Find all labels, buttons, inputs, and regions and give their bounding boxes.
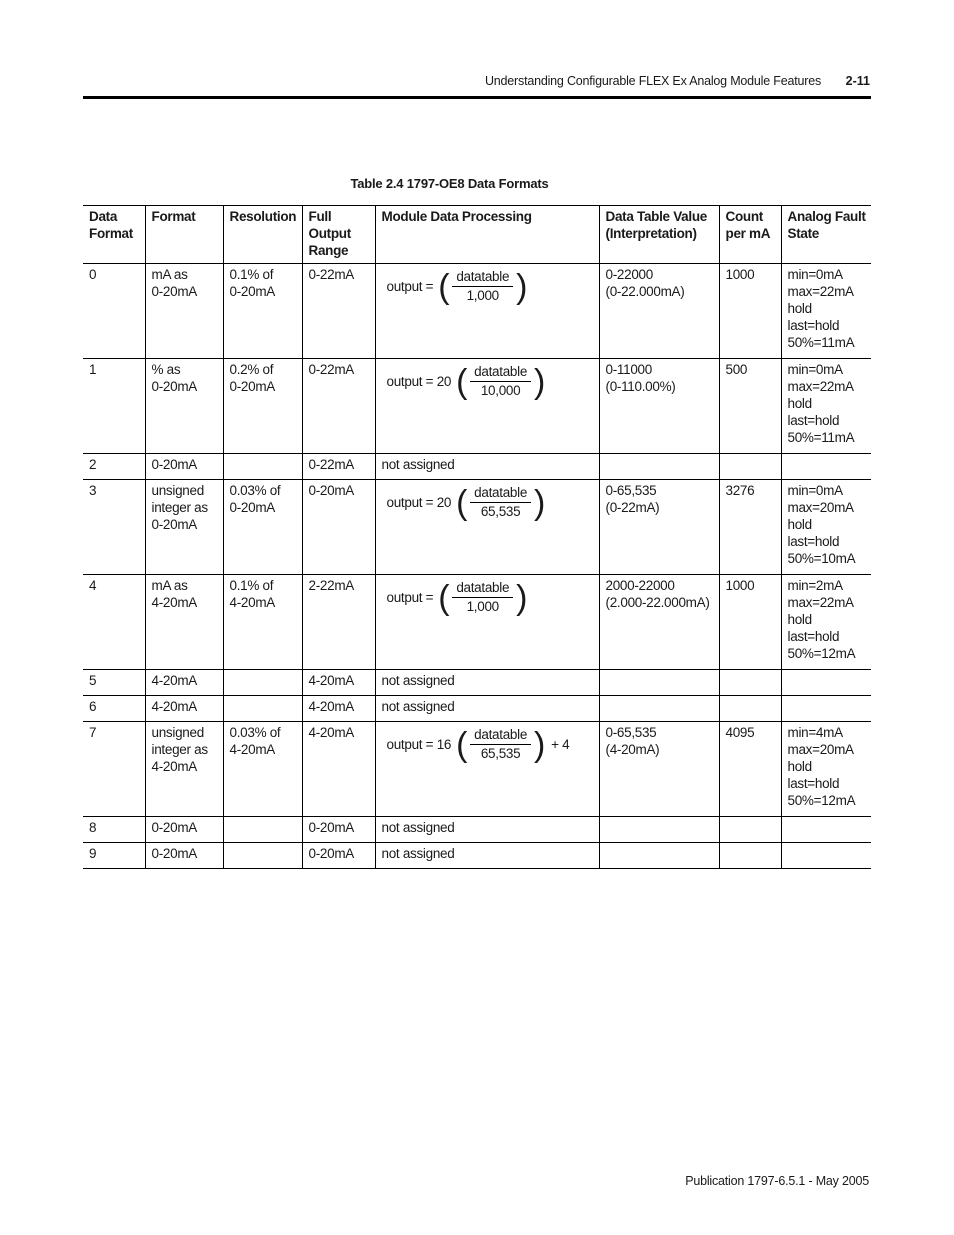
analog-fault-state-cell: min=0mA max=22mA hold last=hold 50%=11mA bbox=[781, 359, 871, 454]
full-output-range-cell: 2-22mA bbox=[302, 575, 375, 670]
analog-fault-state-cell bbox=[781, 843, 871, 869]
resolution-cell bbox=[223, 670, 302, 696]
table-row bbox=[83, 670, 871, 696]
resolution-cell: 0.1% of 0-20mA bbox=[223, 264, 302, 359]
count-per-ma-cell bbox=[719, 817, 781, 843]
resolution-cell bbox=[223, 454, 302, 480]
full-output-range-cell: 4-20mA bbox=[302, 670, 375, 696]
data-format-cell: 1 bbox=[83, 359, 145, 454]
data-format-cell: 3 bbox=[83, 480, 145, 575]
count-per-ma-cell bbox=[719, 843, 781, 869]
open-paren: ( bbox=[438, 578, 450, 617]
formula-lhs: output = 20 bbox=[386, 495, 452, 510]
module-data-processing-cell: not assigned bbox=[375, 843, 599, 869]
fraction-denominator: 1,000 bbox=[466, 288, 499, 303]
data-table-value-cell: 0-65,535 (4-20mA) bbox=[599, 722, 719, 817]
resolution-cell: 0.03% of 0-20mA bbox=[223, 480, 302, 575]
table-row bbox=[83, 264, 871, 359]
full-output-range-cell: 0-20mA bbox=[302, 480, 375, 575]
formula-lhs: output = bbox=[386, 590, 434, 605]
table-row bbox=[83, 843, 871, 869]
full-output-range-cell: 0-20mA bbox=[302, 817, 375, 843]
data-format-cell: 2 bbox=[83, 454, 145, 480]
fraction-numerator: datatable bbox=[470, 364, 531, 382]
data-format-cell: 8 bbox=[83, 817, 145, 843]
data-table-value-cell bbox=[599, 454, 719, 480]
count-per-ma-cell: 4095 bbox=[719, 722, 781, 817]
fraction-numerator: datatable bbox=[452, 580, 513, 598]
data-table-value-cell: 2000-22000 (2.000-22.000mA) bbox=[599, 575, 719, 670]
formula-lhs: output = bbox=[386, 279, 434, 294]
resolution-cell: 0.1% of 4-20mA bbox=[223, 575, 302, 670]
output-formula bbox=[382, 269, 594, 304]
data-format-cell: 0 bbox=[83, 264, 145, 359]
full-output-range-cell: 0-22mA bbox=[302, 454, 375, 480]
output-formula bbox=[382, 485, 594, 520]
analog-fault-state-cell bbox=[781, 454, 871, 480]
full-output-range-cell: 0-22mA bbox=[302, 359, 375, 454]
count-per-ma-cell: 500 bbox=[719, 359, 781, 454]
data-formats-table bbox=[83, 205, 871, 869]
fraction-denominator: 1,000 bbox=[466, 599, 499, 614]
formula-lhs: output = 16 bbox=[386, 737, 452, 752]
analog-fault-state-cell bbox=[781, 670, 871, 696]
analog-fault-state-cell: min=2mA max=22mA hold last=hold 50%=12mA bbox=[781, 575, 871, 670]
column-header-data-table-value: Data Table Value (Interpretation) bbox=[599, 206, 719, 264]
column-header-module-data-processing: Module Data Processing bbox=[375, 206, 599, 264]
open-paren: ( bbox=[456, 362, 468, 401]
module-data-processing-cell bbox=[375, 480, 599, 575]
open-paren: ( bbox=[456, 725, 468, 764]
full-output-range-cell: 4-20mA bbox=[302, 722, 375, 817]
fraction bbox=[470, 364, 531, 399]
resolution-cell bbox=[223, 843, 302, 869]
count-per-ma-cell: 1000 bbox=[719, 264, 781, 359]
analog-fault-state-cell bbox=[781, 817, 871, 843]
data-table-value-cell bbox=[599, 817, 719, 843]
module-data-processing-cell bbox=[375, 359, 599, 454]
column-header-full-output-range: Full Output Range bbox=[302, 206, 375, 264]
format-cell: unsigned integer as 4-20mA bbox=[145, 722, 223, 817]
fraction bbox=[470, 727, 531, 762]
column-header-analog-fault-state: Analog Fault State bbox=[781, 206, 871, 264]
module-data-processing-cell bbox=[375, 575, 599, 670]
page-number: 2-11 bbox=[845, 74, 870, 88]
module-data-processing-cell bbox=[375, 722, 599, 817]
analog-fault-state-cell bbox=[781, 696, 871, 722]
count-per-ma-cell: 1000 bbox=[719, 575, 781, 670]
fraction-numerator: datatable bbox=[470, 727, 531, 745]
format-cell: 0-20mA bbox=[145, 454, 223, 480]
fraction bbox=[470, 485, 531, 520]
data-table-value-cell bbox=[599, 696, 719, 722]
fraction-denominator: 65,535 bbox=[480, 504, 521, 519]
data-table-value-cell bbox=[599, 670, 719, 696]
format-cell: % as 0-20mA bbox=[145, 359, 223, 454]
count-per-ma-cell bbox=[719, 670, 781, 696]
data-table-value-cell: 0-65,535 (0-22mA) bbox=[599, 480, 719, 575]
fraction bbox=[452, 580, 513, 615]
open-paren: ( bbox=[438, 267, 450, 306]
data-format-cell: 6 bbox=[83, 696, 145, 722]
fraction bbox=[452, 269, 513, 304]
close-paren: ) bbox=[516, 578, 528, 617]
format-cell: mA as 4-20mA bbox=[145, 575, 223, 670]
table-row bbox=[83, 359, 871, 454]
analog-fault-state-cell: min=0mA max=22mA hold last=hold 50%=11mA bbox=[781, 264, 871, 359]
module-data-processing-cell bbox=[375, 264, 599, 359]
table-row bbox=[83, 696, 871, 722]
close-paren: ) bbox=[534, 362, 546, 401]
module-data-processing-cell: not assigned bbox=[375, 670, 599, 696]
table-row bbox=[83, 480, 871, 575]
data-table-value-cell: 0-11000 (0-110.00%) bbox=[599, 359, 719, 454]
close-paren: ) bbox=[516, 267, 528, 306]
full-output-range-cell: 4-20mA bbox=[302, 696, 375, 722]
format-cell: mA as 0-20mA bbox=[145, 264, 223, 359]
resolution-cell: 0.2% of 0-20mA bbox=[223, 359, 302, 454]
table-row bbox=[83, 454, 871, 480]
output-formula bbox=[382, 580, 594, 615]
full-output-range-cell: 0-22mA bbox=[302, 264, 375, 359]
fraction-numerator: datatable bbox=[470, 485, 531, 503]
module-data-processing-cell: not assigned bbox=[375, 817, 599, 843]
resolution-cell bbox=[223, 817, 302, 843]
output-formula bbox=[382, 364, 594, 399]
full-output-range-cell: 0-20mA bbox=[302, 843, 375, 869]
data-table-value-cell: 0-22000 (0-22.000mA) bbox=[599, 264, 719, 359]
formula-offset: + 4 bbox=[551, 737, 570, 752]
table-header-row bbox=[83, 206, 871, 264]
count-per-ma-cell bbox=[719, 454, 781, 480]
fraction-numerator: datatable bbox=[452, 269, 513, 287]
fraction-denominator: 10,000 bbox=[480, 383, 521, 398]
format-cell: 0-20mA bbox=[145, 843, 223, 869]
publication-footer: Publication 1797-6.5.1 - May 2005 bbox=[685, 1174, 869, 1188]
data-format-cell: 5 bbox=[83, 670, 145, 696]
running-header-title: Understanding Configurable FLEX Ex Analog Module Features bbox=[484, 74, 821, 88]
format-cell: 4-20mA bbox=[145, 696, 223, 722]
column-header-format: Format bbox=[145, 206, 223, 264]
resolution-cell bbox=[223, 696, 302, 722]
close-paren: ) bbox=[534, 725, 546, 764]
data-format-cell: 4 bbox=[83, 575, 145, 670]
module-data-processing-cell: not assigned bbox=[375, 696, 599, 722]
table-row bbox=[83, 722, 871, 817]
output-formula bbox=[382, 727, 594, 762]
count-per-ma-cell bbox=[719, 696, 781, 722]
format-cell: unsigned integer as 0-20mA bbox=[145, 480, 223, 575]
data-table-value-cell bbox=[599, 843, 719, 869]
header-rule bbox=[83, 96, 871, 99]
format-cell: 4-20mA bbox=[145, 670, 223, 696]
column-header-count-per-ma: Count per mA bbox=[719, 206, 781, 264]
table-row bbox=[83, 817, 871, 843]
open-paren: ( bbox=[456, 483, 468, 522]
format-cell: 0-20mA bbox=[145, 817, 223, 843]
formula-lhs: output = 20 bbox=[386, 374, 452, 389]
resolution-cell: 0.03% of 4-20mA bbox=[223, 722, 302, 817]
module-data-processing-cell: not assigned bbox=[375, 454, 599, 480]
count-per-ma-cell: 3276 bbox=[719, 480, 781, 575]
fraction-denominator: 65,535 bbox=[480, 746, 521, 761]
data-format-cell: 9 bbox=[83, 843, 145, 869]
analog-fault-state-cell: min=0mA max=20mA hold last=hold 50%=10mA bbox=[781, 480, 871, 575]
column-header-data-format: Data Format bbox=[83, 206, 145, 264]
analog-fault-state-cell: min=4mA max=20mA hold last=hold 50%=12mA bbox=[781, 722, 871, 817]
column-header-resolution: Resolution bbox=[223, 206, 302, 264]
data-format-cell: 7 bbox=[83, 722, 145, 817]
table-row bbox=[83, 575, 871, 670]
close-paren: ) bbox=[534, 483, 546, 522]
table-title: Table 2.4 1797-OE8 Data Formats bbox=[350, 176, 549, 191]
